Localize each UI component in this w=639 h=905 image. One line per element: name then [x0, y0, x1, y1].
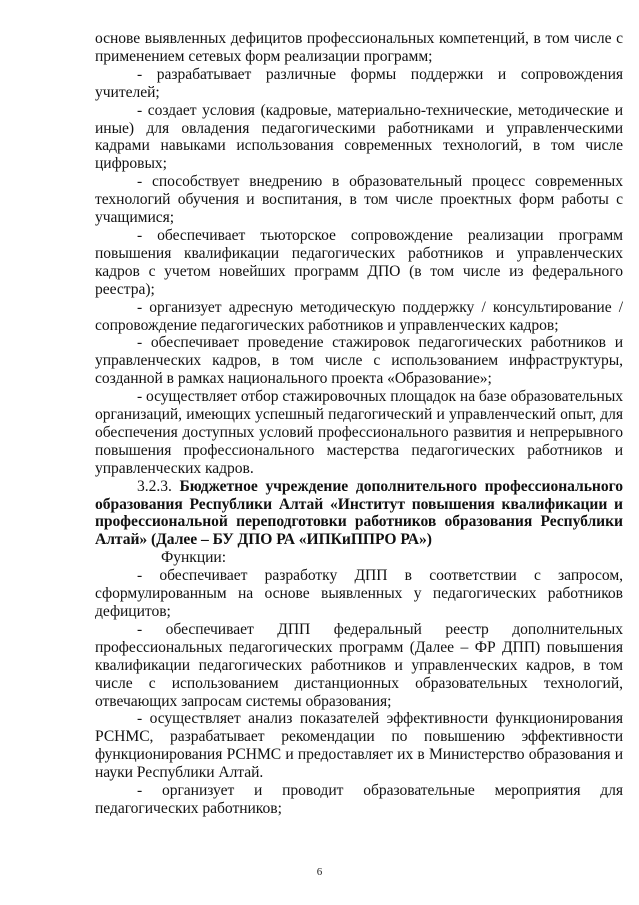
section-title: Бюджетное учреждение дополнительного профессионального образования Республики Алтай «Институт повышения квалификации и профессиональной переподготовки работников образования Республики Алтай» (Далее – БУ ДПО РА «ИПКиППРО РА») [95, 477, 623, 549]
page-body [95, 30, 623, 818]
function-item: - обеспечивает разработку ДПП в соответствии с запросом, сформулированным на основе выявленных у педагогических работников дефицитов; [95, 567, 623, 620]
section-heading [95, 478, 623, 550]
list-item: - осуществляет отбор стажировочных площадок на базе образовательных организаций, имеющих успешный педагогический и управленческий опыт, для обеспечения доступных условий профессионального развития и непрерывного повышения профессионального мастерства педагогических работников и управленческих кадров. [95, 388, 623, 477]
list-item: - обеспечивает проведение стажировок педагогических работников и управленческих кадров, в том числе с использованием инфраструктуры, созданной в рамках национального проекта «Образование»; [95, 334, 623, 388]
page-number: 6 [316, 866, 323, 878]
paragraph: основе выявленных дефицитов профессиональных компетенций, в том числе с применением сетевых форм реализации программ; [95, 30, 623, 65]
list-item: - разрабатывает различные формы поддержки и сопровождения учителей; [95, 65, 623, 101]
function-item: - организует и проводит образовательные мероприятия для педагогических работников; [95, 782, 623, 817]
list-item: - создает условия (кадровые, материально-технические, методические и иные) для овладения педагогическими работниками и управленческими кадрами навыками использования современных технологий, в том числе цифровых; [95, 101, 623, 173]
function-item: - осуществляет анализ показателей эффективности функционирования РСНМС, разрабатывает рекомендации по повышению эффективности функционирования РСНМС и предоставляет их в Министерство образования и науки Республики Алтай. [95, 710, 623, 782]
section-number: 3.2.3. [137, 477, 172, 495]
list-item: - организует адресную методическую поддержку / консультирование / сопровождение педагогических работников и управленческих кадров; [95, 298, 623, 334]
function-item: - обеспечивает ДПП федеральный реестр дополнительных профессиональных педагогических программ (Далее – ФР ДПП) повышения квалификации педагогических работников и управленческих кадров, в том числе с использованием дистанционных образовательных технологий, отвечающих запросам системы образования; [95, 620, 623, 710]
list-item: - способствует внедрению в образовательный процесс современных технологий обучения и воспитания, в том числе проектных форм работы с учащимися; [95, 173, 623, 227]
functions-label: Функции: [161, 549, 227, 567]
list-item: - обеспечивает тьюторское сопровождение реализации программ повышения квалификации педагогических работников и управленческих кадров с учетом новейших программ ДПО (в том числе из федерального реестра); [95, 226, 623, 298]
